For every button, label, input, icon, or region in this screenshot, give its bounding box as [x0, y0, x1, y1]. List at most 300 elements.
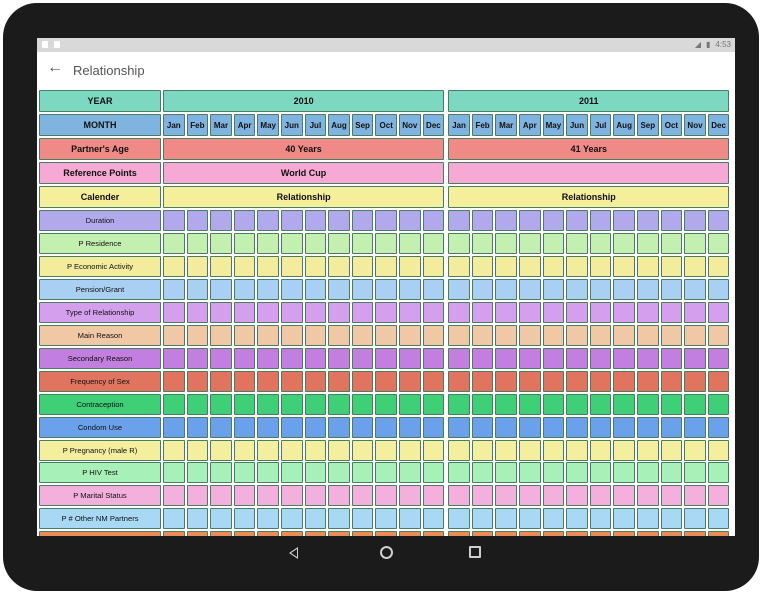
- grid-cell[interactable]: [375, 394, 397, 415]
- grid-cell[interactable]: [281, 462, 303, 483]
- grid-cell[interactable]: [305, 371, 327, 392]
- grid-cell[interactable]: [637, 440, 659, 461]
- grid-cell[interactable]: [661, 462, 683, 483]
- grid-cell[interactable]: [472, 485, 494, 506]
- grid-cell[interactable]: [613, 210, 635, 231]
- grid-cell[interactable]: [210, 302, 232, 323]
- grid-cell[interactable]: [257, 508, 279, 529]
- grid-cell[interactable]: [375, 440, 397, 461]
- nav-back-icon[interactable]: [289, 547, 298, 559]
- grid-cell[interactable]: [210, 256, 232, 277]
- grid-cell[interactable]: [708, 440, 730, 461]
- grid-cell[interactable]: [305, 210, 327, 231]
- grid-cell[interactable]: [234, 440, 256, 461]
- grid-cell[interactable]: [210, 348, 232, 369]
- grid-cell[interactable]: [328, 508, 350, 529]
- grid-cell[interactable]: [448, 462, 470, 483]
- grid-cell[interactable]: [352, 325, 374, 346]
- grid-cell[interactable]: [472, 302, 494, 323]
- grid-cell[interactable]: [163, 256, 185, 277]
- grid-cell[interactable]: [661, 210, 683, 231]
- grid-cell[interactable]: [613, 417, 635, 438]
- grid-cell[interactable]: [684, 348, 706, 369]
- grid-cell[interactable]: [328, 256, 350, 277]
- arrow-left-icon[interactable]: ←: [47, 59, 63, 76]
- grid-cell[interactable]: [543, 462, 565, 483]
- grid-cell[interactable]: [187, 440, 209, 461]
- grid-cell[interactable]: [234, 462, 256, 483]
- grid-cell[interactable]: [281, 210, 303, 231]
- grid-cell[interactable]: [352, 302, 374, 323]
- grid-cell[interactable]: [519, 394, 541, 415]
- grid-cell[interactable]: [661, 279, 683, 300]
- grid-cell[interactable]: [234, 508, 256, 529]
- grid-cell[interactable]: [708, 348, 730, 369]
- grid-cell[interactable]: [375, 210, 397, 231]
- grid-cell[interactable]: [590, 302, 612, 323]
- grid-cell[interactable]: [543, 440, 565, 461]
- grid-cell[interactable]: [163, 210, 185, 231]
- grid-cell[interactable]: [519, 508, 541, 529]
- grid-cell[interactable]: [328, 440, 350, 461]
- grid-cell[interactable]: [375, 325, 397, 346]
- grid-cell[interactable]: [399, 302, 421, 323]
- grid-cell[interactable]: [328, 279, 350, 300]
- grid-cell[interactable]: [566, 256, 588, 277]
- grid-cell[interactable]: [684, 417, 706, 438]
- grid-cell[interactable]: [708, 371, 730, 392]
- grid-cell[interactable]: [613, 371, 635, 392]
- grid-cell[interactable]: [423, 325, 445, 346]
- grid-cell[interactable]: [708, 210, 730, 231]
- grid-cell[interactable]: [566, 531, 588, 536]
- grid-cell[interactable]: [684, 394, 706, 415]
- grid-cell[interactable]: [495, 440, 517, 461]
- grid-cell[interactable]: [187, 302, 209, 323]
- grid-cell[interactable]: [661, 417, 683, 438]
- grid-cell[interactable]: [543, 417, 565, 438]
- grid-cell[interactable]: [163, 348, 185, 369]
- grid-cell[interactable]: [519, 485, 541, 506]
- grid-cell[interactable]: [495, 256, 517, 277]
- grid-cell[interactable]: [234, 233, 256, 254]
- grid-cell[interactable]: [613, 531, 635, 536]
- grid-cell[interactable]: [187, 485, 209, 506]
- grid-cell[interactable]: [637, 256, 659, 277]
- grid-cell[interactable]: [163, 394, 185, 415]
- grid-cell[interactable]: [590, 462, 612, 483]
- grid-cell[interactable]: [495, 417, 517, 438]
- grid-cell[interactable]: [590, 256, 612, 277]
- grid-cell[interactable]: [661, 302, 683, 323]
- grid-cell[interactable]: [281, 325, 303, 346]
- grid-cell[interactable]: [163, 279, 185, 300]
- grid-cell[interactable]: [448, 531, 470, 536]
- grid-cell[interactable]: [661, 485, 683, 506]
- grid-cell[interactable]: [566, 302, 588, 323]
- grid-cell[interactable]: [684, 210, 706, 231]
- grid-cell[interactable]: [590, 508, 612, 529]
- grid-cell[interactable]: [613, 508, 635, 529]
- grid-cell[interactable]: [281, 371, 303, 392]
- grid-cell[interactable]: [399, 348, 421, 369]
- grid-cell[interactable]: [281, 348, 303, 369]
- grid-cell[interactable]: [566, 348, 588, 369]
- grid-cell[interactable]: [375, 485, 397, 506]
- grid-cell[interactable]: [234, 531, 256, 536]
- grid-cell[interactable]: [637, 348, 659, 369]
- grid-cell[interactable]: [352, 440, 374, 461]
- grid-cell[interactable]: [543, 233, 565, 254]
- grid-cell[interactable]: [257, 485, 279, 506]
- grid-cell[interactable]: [375, 256, 397, 277]
- grid-cell[interactable]: [519, 371, 541, 392]
- grid-cell[interactable]: [375, 417, 397, 438]
- grid-cell[interactable]: [187, 531, 209, 536]
- grid-cell[interactable]: [281, 417, 303, 438]
- grid-cell[interactable]: [637, 462, 659, 483]
- grid-cell[interactable]: [566, 440, 588, 461]
- grid-cell[interactable]: [590, 440, 612, 461]
- grid-cell[interactable]: [613, 462, 635, 483]
- grid-cell[interactable]: [637, 417, 659, 438]
- grid-cell[interactable]: [187, 371, 209, 392]
- grid-cell[interactable]: [305, 233, 327, 254]
- grid-cell[interactable]: [352, 348, 374, 369]
- grid-cell[interactable]: [566, 233, 588, 254]
- grid-cell[interactable]: [257, 279, 279, 300]
- grid-cell[interactable]: [423, 256, 445, 277]
- grid-cell[interactable]: [187, 325, 209, 346]
- grid-cell[interactable]: [684, 371, 706, 392]
- grid-cell[interactable]: [399, 371, 421, 392]
- grid-cell[interactable]: [163, 233, 185, 254]
- grid-cell[interactable]: [448, 417, 470, 438]
- grid-cell[interactable]: [590, 531, 612, 536]
- grid-cell[interactable]: [399, 279, 421, 300]
- grid-cell[interactable]: [328, 302, 350, 323]
- grid-cell[interactable]: [352, 485, 374, 506]
- grid-cell[interactable]: [684, 233, 706, 254]
- grid-cell[interactable]: [375, 508, 397, 529]
- grid-cell[interactable]: [234, 348, 256, 369]
- grid-cell[interactable]: [448, 256, 470, 277]
- grid-cell[interactable]: [637, 302, 659, 323]
- grid-cell[interactable]: [163, 462, 185, 483]
- grid-cell[interactable]: [566, 371, 588, 392]
- grid-cell[interactable]: [472, 371, 494, 392]
- grid-cell[interactable]: [375, 462, 397, 483]
- grid-cell[interactable]: [234, 325, 256, 346]
- grid-cell[interactable]: [423, 210, 445, 231]
- grid-cell[interactable]: [210, 233, 232, 254]
- grid-cell[interactable]: [708, 531, 730, 536]
- grid-cell[interactable]: [495, 508, 517, 529]
- grid-cell[interactable]: [423, 302, 445, 323]
- grid-cell[interactable]: [399, 531, 421, 536]
- grid-cell[interactable]: [257, 233, 279, 254]
- grid-cell[interactable]: [210, 508, 232, 529]
- grid-cell[interactable]: [637, 279, 659, 300]
- grid-cell[interactable]: [257, 394, 279, 415]
- grid-cell[interactable]: [472, 462, 494, 483]
- grid-cell[interactable]: [399, 417, 421, 438]
- grid-cell[interactable]: [684, 256, 706, 277]
- grid-cell[interactable]: [423, 531, 445, 536]
- grid-cell[interactable]: [423, 440, 445, 461]
- grid-cell[interactable]: [566, 279, 588, 300]
- nav-recent-icon[interactable]: [469, 546, 481, 558]
- grid-cell[interactable]: [234, 485, 256, 506]
- grid-cell[interactable]: [257, 531, 279, 536]
- grid-cell[interactable]: [708, 394, 730, 415]
- grid-cell[interactable]: [328, 531, 350, 536]
- grid-cell[interactable]: [448, 233, 470, 254]
- grid-cell[interactable]: [163, 302, 185, 323]
- grid-cell[interactable]: [684, 279, 706, 300]
- grid-cell[interactable]: [257, 371, 279, 392]
- grid-cell[interactable]: [448, 440, 470, 461]
- grid-cell[interactable]: [661, 371, 683, 392]
- grid-cell[interactable]: [210, 325, 232, 346]
- grid-cell[interactable]: [519, 279, 541, 300]
- grid-cell[interactable]: [352, 394, 374, 415]
- grid-cell[interactable]: [519, 256, 541, 277]
- grid-cell[interactable]: [684, 508, 706, 529]
- grid-cell[interactable]: [187, 348, 209, 369]
- grid-cell[interactable]: [352, 210, 374, 231]
- grid-cell[interactable]: [613, 302, 635, 323]
- grid-cell[interactable]: [328, 394, 350, 415]
- grid-cell[interactable]: [257, 302, 279, 323]
- grid-cell[interactable]: [613, 440, 635, 461]
- grid-cell[interactable]: [305, 394, 327, 415]
- grid-cell[interactable]: [281, 233, 303, 254]
- grid-cell[interactable]: [661, 348, 683, 369]
- grid-cell[interactable]: [590, 233, 612, 254]
- grid-cell[interactable]: [234, 394, 256, 415]
- grid-cell[interactable]: [187, 256, 209, 277]
- nav-home-icon[interactable]: [380, 546, 393, 559]
- grid-cell[interactable]: [684, 531, 706, 536]
- grid-cell[interactable]: [187, 210, 209, 231]
- grid-cell[interactable]: [281, 302, 303, 323]
- grid-cell[interactable]: [448, 485, 470, 506]
- grid-cell[interactable]: [328, 233, 350, 254]
- grid-cell[interactable]: [305, 302, 327, 323]
- grid-cell[interactable]: [472, 233, 494, 254]
- grid-cell[interactable]: [187, 462, 209, 483]
- grid-cell[interactable]: [472, 256, 494, 277]
- grid-cell[interactable]: [423, 348, 445, 369]
- grid-cell[interactable]: [328, 210, 350, 231]
- grid-cell[interactable]: [375, 371, 397, 392]
- grid-cell[interactable]: [423, 485, 445, 506]
- grid-cell[interactable]: [234, 210, 256, 231]
- grid-cell[interactable]: [472, 279, 494, 300]
- grid-cell[interactable]: [352, 279, 374, 300]
- grid-cell[interactable]: [187, 508, 209, 529]
- grid-cell[interactable]: [448, 279, 470, 300]
- grid-cell[interactable]: [281, 531, 303, 536]
- grid-cell[interactable]: [423, 462, 445, 483]
- grid-cell[interactable]: [423, 233, 445, 254]
- grid-cell[interactable]: [281, 279, 303, 300]
- grid-cell[interactable]: [519, 440, 541, 461]
- grid-cell[interactable]: [399, 256, 421, 277]
- grid-cell[interactable]: [684, 485, 706, 506]
- grid-cell[interactable]: [234, 302, 256, 323]
- grid-cell[interactable]: [708, 302, 730, 323]
- grid-cell[interactable]: [399, 233, 421, 254]
- grid-cell[interactable]: [375, 233, 397, 254]
- grid-cell[interactable]: [257, 440, 279, 461]
- grid-cell[interactable]: [423, 417, 445, 438]
- grid-cell[interactable]: [399, 485, 421, 506]
- grid-cell[interactable]: [328, 348, 350, 369]
- grid-cell[interactable]: [234, 371, 256, 392]
- grid-cell[interactable]: [543, 508, 565, 529]
- grid-cell[interactable]: [708, 233, 730, 254]
- grid-cell[interactable]: [495, 394, 517, 415]
- grid-cell[interactable]: [543, 279, 565, 300]
- grid-cell[interactable]: [684, 325, 706, 346]
- grid-cell[interactable]: [375, 531, 397, 536]
- grid-cell[interactable]: [543, 394, 565, 415]
- grid-cell[interactable]: [399, 394, 421, 415]
- grid-cell[interactable]: [163, 531, 185, 536]
- grid-cell[interactable]: [210, 440, 232, 461]
- grid-cell[interactable]: [257, 256, 279, 277]
- grid-cell[interactable]: [210, 462, 232, 483]
- grid-cell[interactable]: [590, 210, 612, 231]
- grid-cell[interactable]: [257, 325, 279, 346]
- grid-cell[interactable]: [257, 348, 279, 369]
- grid-cell[interactable]: [234, 256, 256, 277]
- grid-cell[interactable]: [566, 508, 588, 529]
- grid-cell[interactable]: [187, 394, 209, 415]
- grid-cell[interactable]: [305, 348, 327, 369]
- grid-cell[interactable]: [637, 508, 659, 529]
- grid-cell[interactable]: [543, 302, 565, 323]
- grid-cell[interactable]: [423, 394, 445, 415]
- grid-cell[interactable]: [708, 256, 730, 277]
- grid-cell[interactable]: [543, 485, 565, 506]
- reference-point-cell[interactable]: [448, 162, 729, 184]
- grid-cell[interactable]: [495, 325, 517, 346]
- grid-cell[interactable]: [305, 508, 327, 529]
- grid-cell[interactable]: [590, 325, 612, 346]
- grid-cell[interactable]: [684, 302, 706, 323]
- grid-cell[interactable]: [519, 210, 541, 231]
- grid-cell[interactable]: [637, 371, 659, 392]
- grid-cell[interactable]: [163, 371, 185, 392]
- grid-cell[interactable]: [423, 279, 445, 300]
- grid-cell[interactable]: [708, 462, 730, 483]
- grid-cell[interactable]: [566, 325, 588, 346]
- grid-cell[interactable]: [495, 279, 517, 300]
- grid-cell[interactable]: [661, 440, 683, 461]
- grid-cell[interactable]: [281, 394, 303, 415]
- grid-cell[interactable]: [472, 325, 494, 346]
- grid-cell[interactable]: [210, 210, 232, 231]
- grid-cell[interactable]: [566, 394, 588, 415]
- grid-cell[interactable]: [708, 485, 730, 506]
- grid-cell[interactable]: [495, 233, 517, 254]
- grid-cell[interactable]: [210, 485, 232, 506]
- grid-cell[interactable]: [352, 233, 374, 254]
- grid-cell[interactable]: [281, 508, 303, 529]
- grid-cell[interactable]: [543, 256, 565, 277]
- grid-cell[interactable]: [472, 417, 494, 438]
- grid-cell[interactable]: [163, 325, 185, 346]
- grid-cell[interactable]: [352, 371, 374, 392]
- grid-cell[interactable]: [708, 417, 730, 438]
- grid-cell[interactable]: [590, 279, 612, 300]
- grid-cell[interactable]: [590, 394, 612, 415]
- grid-cell[interactable]: [305, 485, 327, 506]
- grid-cell[interactable]: [495, 531, 517, 536]
- grid-cell[interactable]: [590, 371, 612, 392]
- grid-cell[interactable]: [637, 394, 659, 415]
- grid-cell[interactable]: [399, 462, 421, 483]
- grid-cell[interactable]: [472, 348, 494, 369]
- grid-cell[interactable]: [637, 210, 659, 231]
- grid-cell[interactable]: [543, 348, 565, 369]
- grid-cell[interactable]: [448, 325, 470, 346]
- grid-cell[interactable]: [495, 462, 517, 483]
- grid-cell[interactable]: [399, 210, 421, 231]
- grid-cell[interactable]: [661, 325, 683, 346]
- grid-cell[interactable]: [305, 279, 327, 300]
- grid-cell[interactable]: [543, 371, 565, 392]
- grid-cell[interactable]: [495, 210, 517, 231]
- grid-cell[interactable]: [210, 417, 232, 438]
- grid-cell[interactable]: [448, 394, 470, 415]
- grid-cell[interactable]: [708, 279, 730, 300]
- grid-cell[interactable]: [257, 210, 279, 231]
- grid-cell[interactable]: [519, 348, 541, 369]
- grid-cell[interactable]: [613, 233, 635, 254]
- grid-cell[interactable]: [661, 394, 683, 415]
- grid-cell[interactable]: [305, 325, 327, 346]
- grid-cell[interactable]: [519, 302, 541, 323]
- grid-cell[interactable]: [210, 531, 232, 536]
- grid-cell[interactable]: [543, 325, 565, 346]
- grid-cell[interactable]: [257, 462, 279, 483]
- grid-cell[interactable]: [187, 233, 209, 254]
- grid-cell[interactable]: [613, 348, 635, 369]
- grid-cell[interactable]: [519, 325, 541, 346]
- grid-cell[interactable]: [566, 210, 588, 231]
- grid-cell[interactable]: [375, 279, 397, 300]
- grid-cell[interactable]: [543, 531, 565, 536]
- grid-cell[interactable]: [613, 394, 635, 415]
- grid-cell[interactable]: [328, 325, 350, 346]
- grid-cell[interactable]: [210, 371, 232, 392]
- grid-cell[interactable]: [187, 417, 209, 438]
- grid-cell[interactable]: [519, 531, 541, 536]
- grid-cell[interactable]: [281, 256, 303, 277]
- grid-cell[interactable]: [472, 394, 494, 415]
- grid-cell[interactable]: [495, 348, 517, 369]
- grid-cell[interactable]: [423, 371, 445, 392]
- grid-cell[interactable]: [163, 485, 185, 506]
- grid-cell[interactable]: [590, 485, 612, 506]
- grid-cell[interactable]: [566, 462, 588, 483]
- grid-cell[interactable]: [399, 508, 421, 529]
- grid-cell[interactable]: [472, 508, 494, 529]
